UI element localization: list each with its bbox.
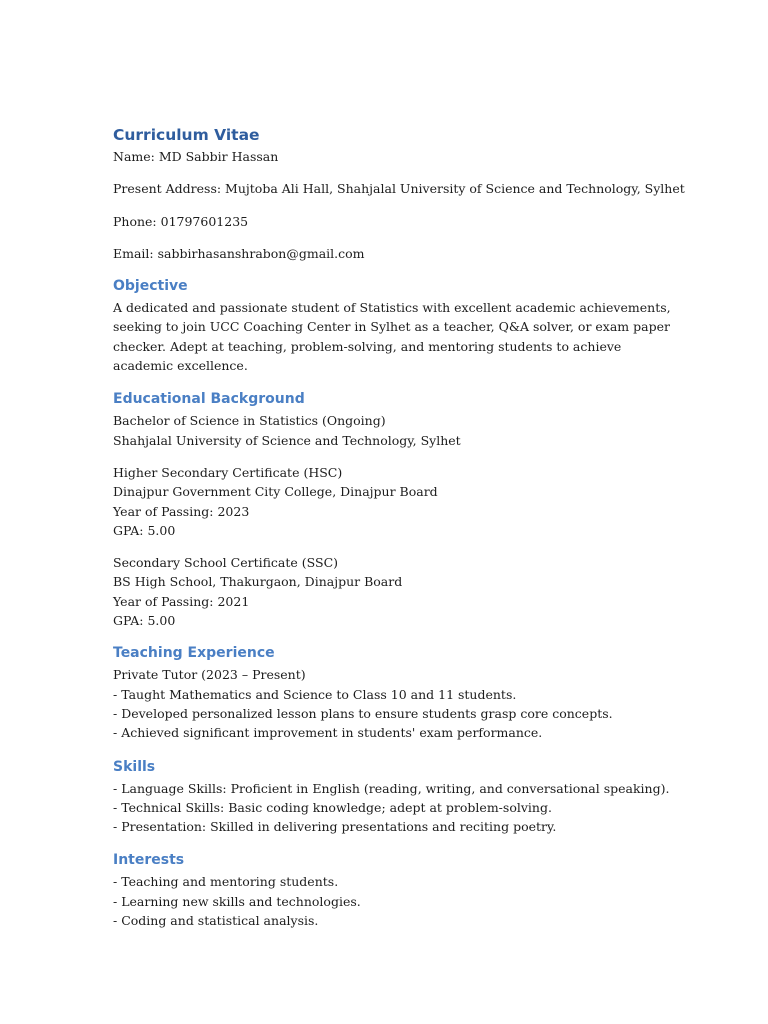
education-line: BS High School, Thakurgaon, Dinajpur Board <box>113 574 403 590</box>
interests-section <box>113 850 673 930</box>
objective-heading: Objective <box>113 278 188 295</box>
contact-name: Name: MD Sabbir Hassan <box>113 149 279 164</box>
skills-line: - Technical Skills: Basic coding knowledge; adept at problem-solving. <box>113 799 552 815</box>
education-entry-bsc <box>113 411 673 450</box>
contact-section <box>113 147 685 263</box>
interests-heading: Interests <box>113 852 185 869</box>
contact-email: Email: sabbirhasanshrabon@gmail.com <box>113 245 365 261</box>
education-line: Dinajpur Government City College, Dinajpur Board <box>113 484 438 500</box>
contact-phone: Phone: 01797601235 <box>113 213 249 229</box>
education-line: Year of Passing: 2021 <box>113 593 250 609</box>
interests-line: - Coding and statistical analysis. <box>113 913 319 929</box>
education-line: Higher Secondary Certificate (HSC) <box>113 464 343 480</box>
education-line: GPA: 5.00 <box>113 613 176 629</box>
interests-line: - Teaching and mentoring students. <box>113 874 339 890</box>
education-line: Bachelor of Science in Statistics (Ongoing) <box>113 413 386 429</box>
education-line: Shahjalal University of Science and Technology, Sylhet <box>113 432 461 448</box>
experience-section <box>113 643 673 742</box>
skills-line: - Language Skills: Proficient in English (reading, writing, and conversational speaking). <box>113 780 670 796</box>
education-line: GPA: 5.00 <box>113 522 176 538</box>
skills-line: - Presentation: Skilled in delivering presentations and reciting poetry. <box>113 819 557 835</box>
skills-heading: Skills <box>113 758 156 775</box>
experience-line: Private Tutor (2023 – Present) <box>113 667 306 683</box>
skills-section <box>113 757 673 837</box>
education-line: Secondary School Certificate (SSC) <box>113 555 339 571</box>
cv-document <box>113 124 685 930</box>
experience-line: - Developed personalized lesson plans to ensure students grasp core concepts. <box>113 705 613 721</box>
interests-line: - Learning new skills and technologies. <box>113 893 361 909</box>
document-title: Curriculum Vitae <box>113 126 260 144</box>
experience-line: - Taught Mathematics and Science to Class 10 and 11 students. <box>113 686 517 702</box>
education-heading: Educational Background <box>113 391 305 408</box>
objective-section <box>113 276 673 375</box>
education-entry-hsc <box>113 463 673 540</box>
objective-text: A dedicated and passionate student of Statistics with excellent academic achievements, seeking to join UCC Coaching Center in Sylhet as a teacher, Q&A solver, or exam paper checker. Adept at teaching, problem-solving, and mentoring students to achieve academic excellence. <box>113 300 671 374</box>
contact-address: Present Address: Mujtoba Ali Hall, Shahjalal University of Science and Technology, Sylhet <box>113 181 685 197</box>
education-line: Year of Passing: 2023 <box>113 503 250 519</box>
education-section <box>113 389 673 630</box>
experience-heading: Teaching Experience <box>113 645 275 662</box>
education-entry-ssc <box>113 553 673 630</box>
experience-line: - Achieved significant improvement in students' exam performance. <box>113 725 543 741</box>
